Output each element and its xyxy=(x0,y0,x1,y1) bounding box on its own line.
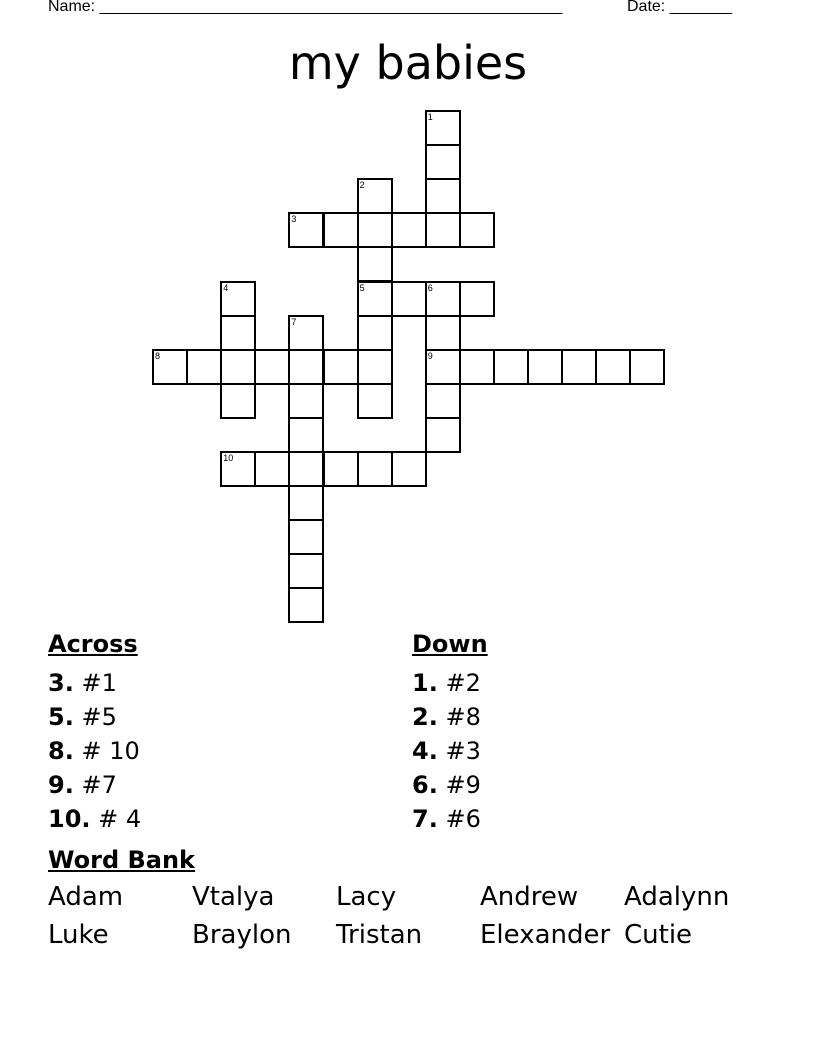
grid-cell xyxy=(357,281,393,317)
grid-cell xyxy=(425,212,461,248)
clue-text: #1 xyxy=(81,669,117,697)
across-clue xyxy=(48,666,141,700)
grid-cell xyxy=(288,417,324,453)
grid-clue-number: 3 xyxy=(291,214,297,225)
grid-clue-number: 2 xyxy=(359,180,365,191)
grid-cell xyxy=(425,281,461,317)
grid-cell xyxy=(152,349,188,385)
grid-cell xyxy=(459,281,495,317)
word-bank-word: Elexander xyxy=(480,920,611,950)
down-clue xyxy=(412,666,481,700)
grid-cell xyxy=(391,451,427,487)
word-bank-word: Adalynn xyxy=(624,882,730,912)
across-heading: Across xyxy=(48,630,138,658)
grid-cell xyxy=(323,212,359,248)
clue-text: #2 xyxy=(445,669,481,697)
grid-cell xyxy=(323,349,359,385)
word-bank-word: Vtalya xyxy=(192,882,275,912)
date-field: Date: _______ xyxy=(627,0,732,15)
down-clue xyxy=(412,734,481,768)
clue-text: #5 xyxy=(81,703,117,731)
clue-text: #6 xyxy=(445,805,481,833)
clue-number: 9. xyxy=(48,771,74,799)
down-clue xyxy=(412,802,481,836)
grid-cell xyxy=(288,383,324,419)
clue-number: 2. xyxy=(412,703,438,731)
grid-clue-number: 7 xyxy=(291,316,297,327)
grid-cell xyxy=(425,144,461,180)
grid-clue-number: 9 xyxy=(427,350,433,361)
grid-cell xyxy=(254,451,290,487)
grid-cell xyxy=(288,587,324,623)
grid-clue-number: 4 xyxy=(223,282,229,293)
clue-number: 1. xyxy=(412,669,438,697)
across-clue xyxy=(48,700,141,734)
clue-text: # 10 xyxy=(81,737,140,765)
grid-cell xyxy=(288,451,324,487)
grid-cell xyxy=(425,110,461,146)
across-clue-list xyxy=(48,666,141,836)
word-bank-heading: Word Bank xyxy=(48,846,196,874)
grid-cell xyxy=(220,281,256,317)
clue-number: 3. xyxy=(48,669,74,697)
across-clue xyxy=(48,768,141,802)
grid-cell xyxy=(357,315,393,351)
grid-clue-number: 10 xyxy=(223,453,234,463)
grid-cell xyxy=(254,349,290,385)
grid-cell xyxy=(629,349,665,385)
grid-cell xyxy=(425,178,461,214)
grid-cell xyxy=(425,417,461,453)
down-clue xyxy=(412,700,481,734)
grid-cell xyxy=(595,349,631,385)
clue-number: 6. xyxy=(412,771,438,799)
grid-cell xyxy=(288,315,324,351)
grid-cell xyxy=(288,519,324,555)
grid-cell xyxy=(357,383,393,419)
grid-cell xyxy=(357,451,393,487)
word-bank-word: Andrew xyxy=(480,882,579,912)
grid-clue-number: 5 xyxy=(359,282,365,293)
clue-number: 7. xyxy=(412,805,438,833)
clue-number: 10. xyxy=(48,805,91,833)
grid-cell xyxy=(288,553,324,589)
grid-cell xyxy=(357,246,393,282)
grid-cell xyxy=(220,383,256,419)
grid-cell xyxy=(425,383,461,419)
grid-cell xyxy=(357,178,393,214)
grid-cell xyxy=(288,485,324,521)
word-bank-word: Lacy xyxy=(336,882,397,912)
word-bank-word: Adam xyxy=(48,882,124,912)
grid-cell xyxy=(220,315,256,351)
grid-cell xyxy=(459,212,495,248)
word-bank-word: Braylon xyxy=(192,920,292,950)
grid-cell xyxy=(391,212,427,248)
word-bank-word: Luke xyxy=(48,920,109,950)
grid-cell xyxy=(561,349,597,385)
clue-text: #9 xyxy=(445,771,481,799)
clue-number: 5. xyxy=(48,703,74,731)
clue-text: # 4 xyxy=(98,805,142,833)
down-clue-list xyxy=(412,666,481,836)
clue-number: 4. xyxy=(412,737,438,765)
name-field: Name: ____________________________________________________ xyxy=(48,0,563,15)
clue-text: #7 xyxy=(81,771,117,799)
grid-cell xyxy=(459,349,495,385)
grid-clue-number: 6 xyxy=(427,282,433,293)
grid-cell xyxy=(220,451,256,487)
grid-cell xyxy=(220,349,256,385)
down-clue xyxy=(412,768,481,802)
across-clue xyxy=(48,734,141,768)
grid-cell xyxy=(425,349,461,385)
grid-cell xyxy=(357,212,393,248)
grid-cell xyxy=(186,349,222,385)
grid-cell xyxy=(391,281,427,317)
word-bank-word: Tristan xyxy=(336,920,423,950)
page-title: my babies xyxy=(288,36,528,90)
down-heading: Down xyxy=(412,630,488,658)
grid-cell xyxy=(527,349,563,385)
clue-text: #8 xyxy=(445,703,481,731)
grid-cell xyxy=(493,349,529,385)
clue-text: #3 xyxy=(445,737,481,765)
grid-cell xyxy=(288,349,324,385)
grid-clue-number: 8 xyxy=(155,350,161,361)
across-clue xyxy=(48,802,141,836)
grid-cell xyxy=(323,451,359,487)
grid-cell xyxy=(425,315,461,351)
word-bank-word: Cutie xyxy=(624,920,693,950)
grid-clue-number: 1 xyxy=(427,112,433,122)
grid-cell xyxy=(357,349,393,385)
grid-cell xyxy=(288,212,324,248)
clue-number: 8. xyxy=(48,737,74,765)
